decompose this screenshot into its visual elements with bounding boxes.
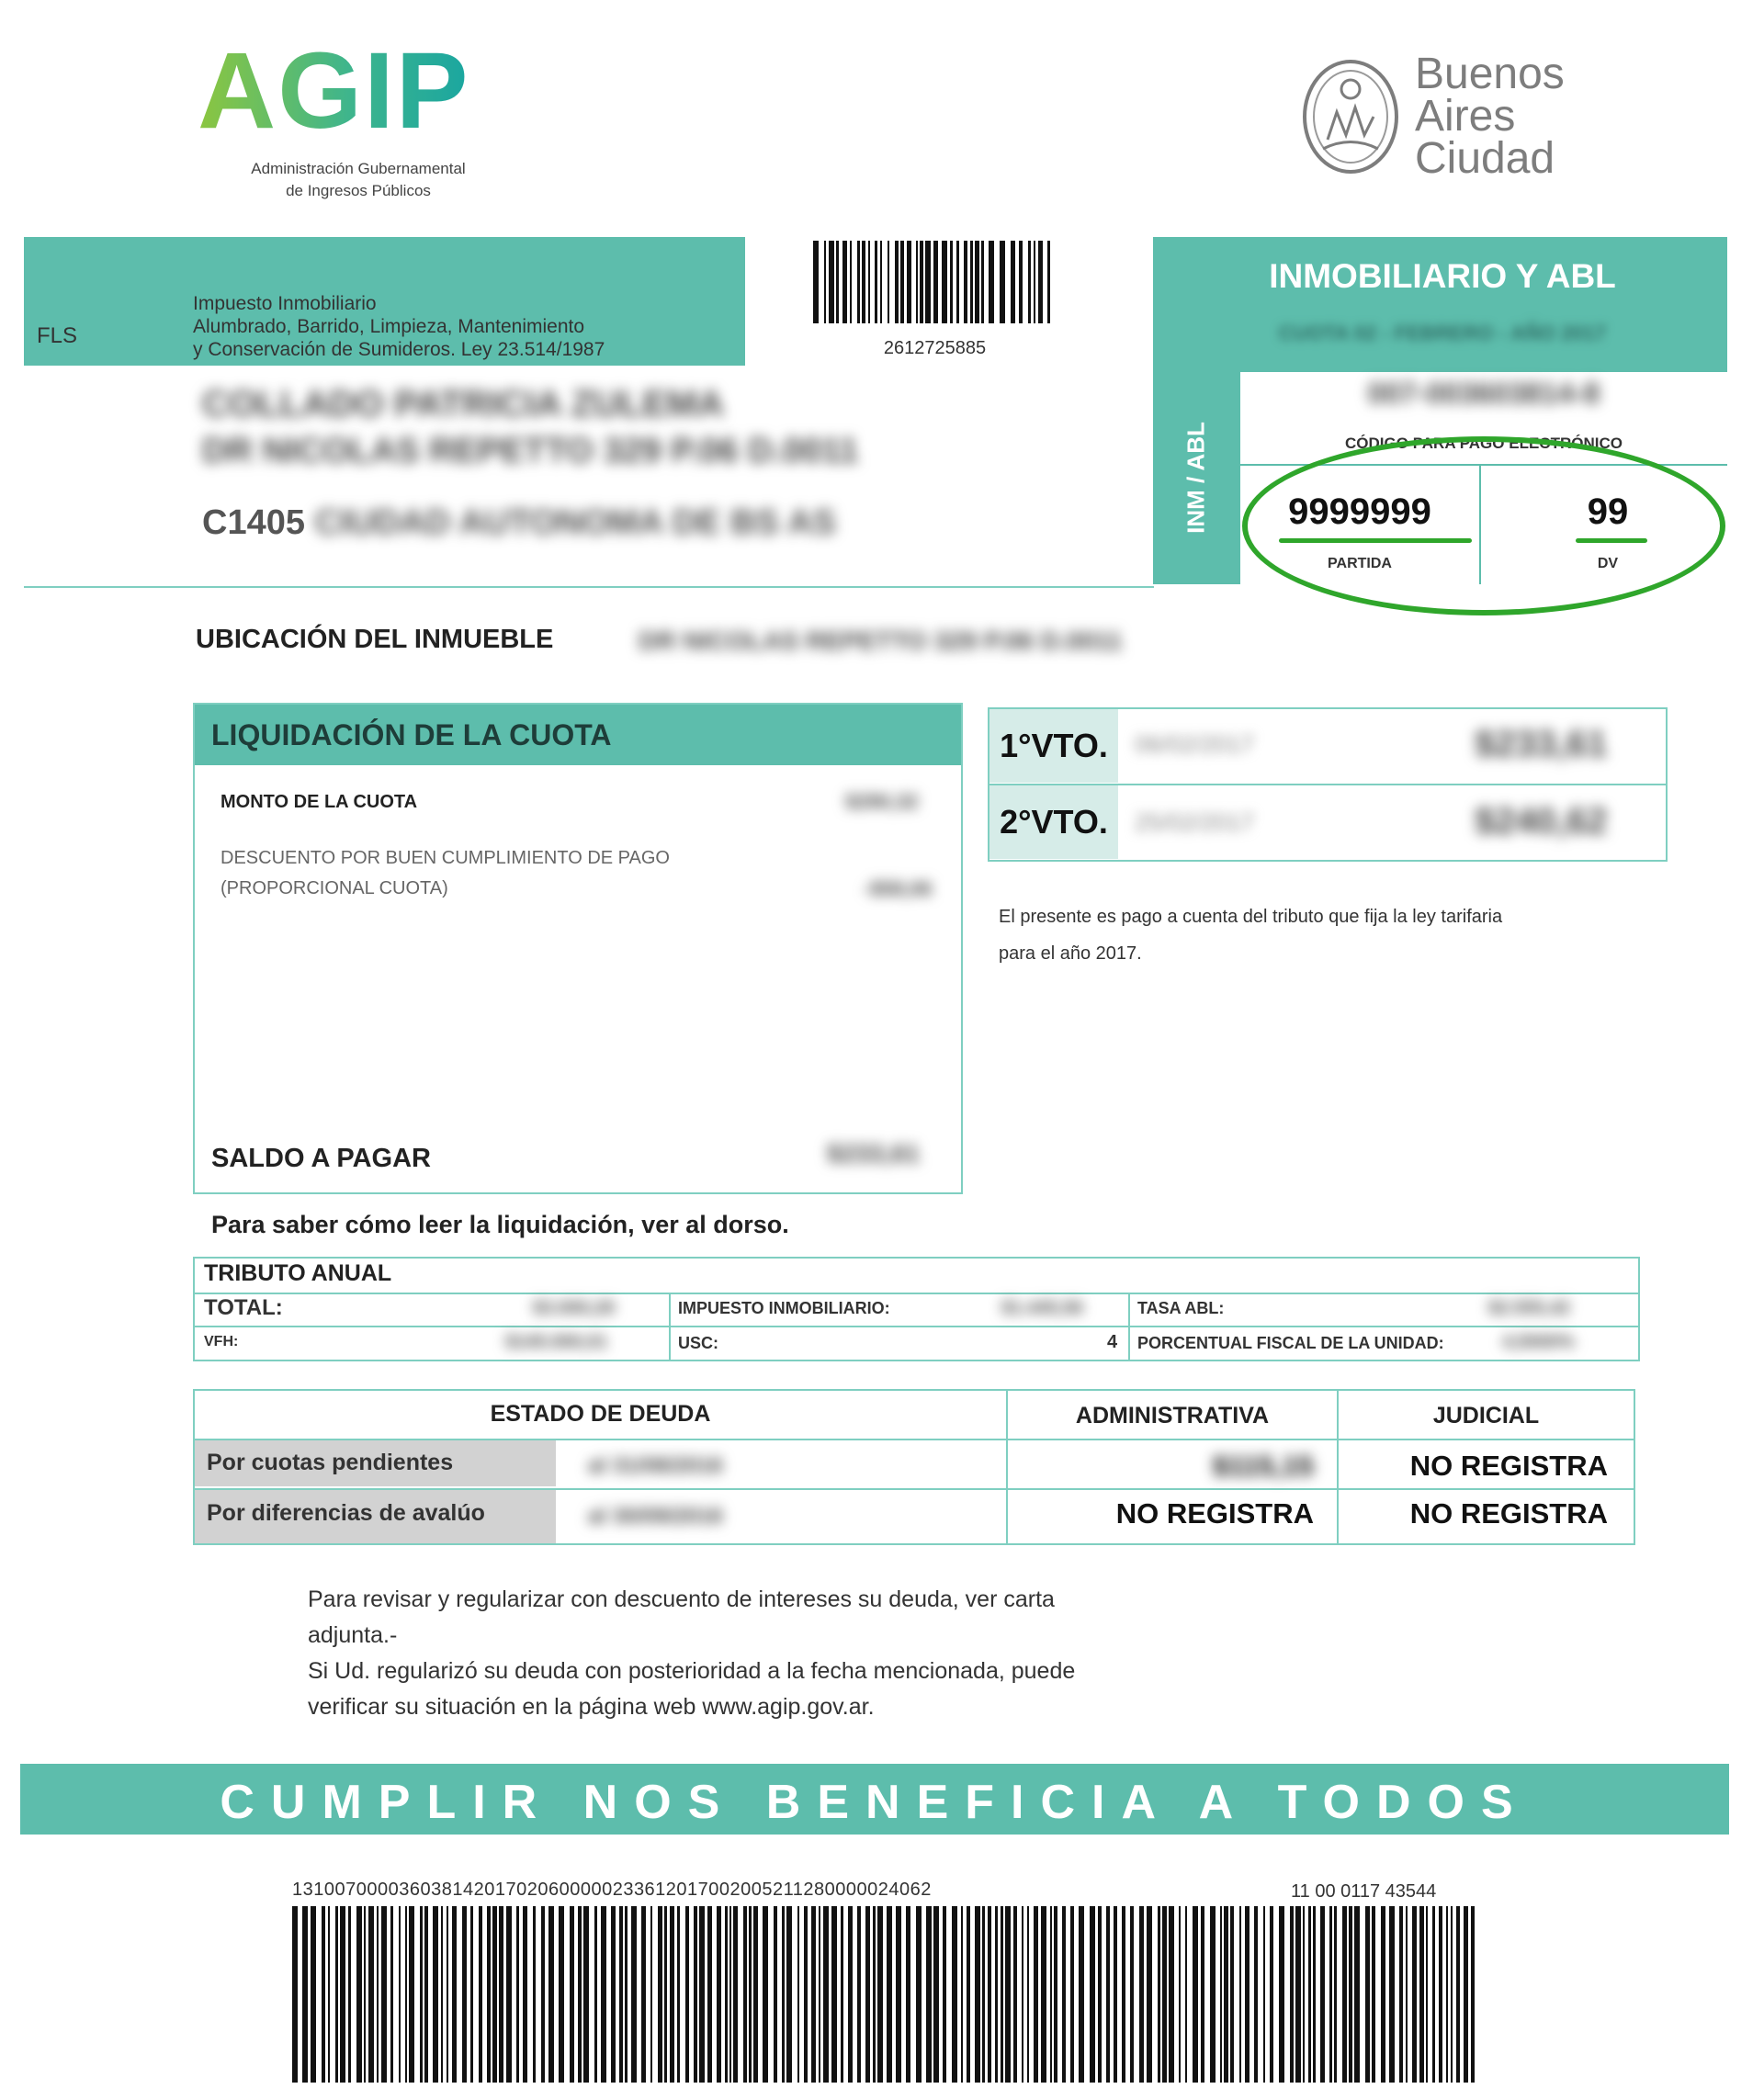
barcode-bar (1027, 1906, 1029, 2083)
city-logo-line-3: Ciudad (1415, 134, 1555, 183)
barcode-bar (340, 1906, 345, 2083)
barcode-bar (1050, 1906, 1052, 2083)
barcode-bar (925, 241, 931, 323)
barcode-bar (926, 1906, 932, 2083)
barcode-bar (1295, 1906, 1301, 2083)
deuda-row-1-admin: $115,15 (1212, 1450, 1314, 1482)
barcode-bar (900, 241, 904, 323)
barcode-bar (619, 1906, 623, 2083)
barcode-bar (1098, 1906, 1102, 2083)
barcode-bar (1406, 1906, 1408, 2083)
revisar-line-2: adjunta.- (308, 1622, 398, 1648)
barcode-bar (492, 1906, 497, 2083)
barcode-bar (611, 1906, 616, 2083)
barcode-bar (377, 1906, 379, 2083)
barcode-bar (1185, 1906, 1187, 2083)
barcode-bar (1162, 1906, 1167, 2083)
descuento-label-line-2: (PROPORCIONAL CUOTA) (220, 878, 448, 898)
barcode-bar (749, 1906, 752, 2083)
agip-subtitle-line-1: Administración Gubernamental (251, 160, 466, 177)
barcode-bar (311, 1906, 316, 2083)
account-period: CUOTA 02 - FEBRERO - AÑO 2017 (1278, 322, 1607, 344)
barcode-bar (1245, 1906, 1250, 2083)
tributo-total-value: $3.000,28 (533, 1298, 615, 1318)
barcode-bar (887, 1906, 892, 2083)
barcode-bar (409, 1906, 414, 2083)
monto-value: $290,32 (845, 790, 919, 813)
barcode-bar (381, 1906, 387, 2083)
owner-city-name: CIUDAD AUTONOMA DE BS AS (314, 503, 836, 542)
barcode-bar (533, 1906, 536, 2083)
vto-1-date: 06/02/2017 (1135, 730, 1255, 758)
nota-line-1: El presente es pago a cuenta del tributo que fija la ley tarifaria (999, 907, 1503, 927)
barcode-bar (1230, 1906, 1234, 2083)
tributo-row-divider (195, 1326, 1638, 1327)
deuda-row-2-admin: NO REGISTRA (1115, 1497, 1314, 1530)
tax-description-line-3: y Conservación de Sumideros. Ley 23.514/1987 (193, 339, 605, 360)
deuda-row-2-date: al 30/09/2016 (588, 1504, 723, 1529)
barcode-bar (1147, 1906, 1152, 2083)
barcode-bar (1070, 1906, 1074, 2083)
barcode-bar (1270, 1906, 1273, 2083)
barcode-bar (570, 1906, 574, 2083)
barcode-bar (516, 1906, 519, 2083)
barcode-bar (424, 1906, 428, 2083)
barcode-bar (1090, 1906, 1095, 2083)
barcode-bar (988, 1906, 991, 2083)
vto-2-date: 25/02/2017 (1135, 808, 1255, 836)
barcode-bar (1354, 1906, 1360, 2083)
barcode-bar (1372, 1906, 1375, 2083)
barcode-bar (1342, 1906, 1347, 2083)
vfh-label: VFH: (204, 1334, 239, 1349)
read-instructions: Para saber cómo leer la liquidación, ver al dorso. (211, 1211, 789, 1238)
inm-abl-text: INM / ABL (1182, 422, 1210, 534)
porcentual-fiscal-value: 4,5000% (1502, 1332, 1575, 1352)
barcode-bar (578, 1906, 582, 2083)
barcode-bar (650, 1906, 652, 2083)
tributo-title: TRIBUTO ANUAL (204, 1260, 392, 1286)
barcode-bar (1349, 1906, 1352, 2083)
barcode-bar (433, 1906, 438, 2083)
barcode-bar (819, 1906, 820, 2083)
barcode-bar (842, 241, 847, 323)
deuda-row-1-label: Por cuotas pendientes (207, 1450, 454, 1475)
barcode-bar (641, 1906, 646, 2083)
top-barcode-number: 2612725885 (883, 338, 987, 358)
barcode-bar (943, 1906, 946, 2083)
barcode-bar (1034, 1906, 1038, 2083)
tax-description-line-2: Alumbrado, Barrido, Limpieza, Mantenimiento (193, 316, 585, 337)
barcode-bar (743, 1906, 747, 2083)
barcode-bar (982, 1906, 985, 2083)
descuento-value: -$58,06 (864, 877, 933, 900)
fls-code: FLS (37, 323, 78, 348)
agip-subtitle-line-2: de Ingresos Públicos (286, 182, 431, 199)
location-label: UBICACIÓN DEL INMUEBLE (196, 625, 554, 654)
agip-subtitle (220, 158, 496, 202)
deuda-title: ESTADO DE DEUDA (490, 1401, 711, 1427)
barcode-bar (1389, 1906, 1395, 2083)
barcode-bar (753, 1906, 758, 2083)
barcode-bar (823, 1906, 829, 2083)
barcode-bar (865, 1906, 870, 2083)
barcode-bar (1320, 1906, 1325, 2083)
barcode-bar (292, 1906, 298, 2083)
barcode-bar (797, 1906, 799, 2083)
tributo-total-label: TOTAL: (204, 1295, 283, 1320)
deuda-row-2-judicial: NO REGISTRA (1409, 1497, 1608, 1530)
descuento-label-line-1: DESCUENTO POR BUEN CUMPLIMIENTO DE PAGO (220, 848, 670, 868)
barcode-bar (970, 241, 973, 323)
barcode-bar (559, 1906, 564, 2083)
barcode-bar (1034, 241, 1035, 323)
barcode-bar (952, 1906, 957, 2083)
partida-value: 9999999 (1288, 491, 1431, 532)
liquidacion-box (193, 703, 963, 1194)
barcode-bar (328, 1906, 330, 2083)
barcode-bar (981, 241, 984, 323)
barcode-bar (1047, 241, 1050, 323)
barcode-bar (1220, 1906, 1222, 2083)
barcode-bar (1432, 1906, 1435, 2083)
barcode-bar (364, 1906, 366, 2083)
barcode-bar (961, 1906, 963, 2083)
barcode-bar (1239, 1906, 1241, 2083)
deuda-row-1-judicial: NO REGISTRA (1409, 1450, 1608, 1482)
barcode-bar (857, 241, 860, 323)
electronic-payment-code: 007-003603814-8 (1367, 377, 1600, 410)
payment-barcode-number: 131007000036038142017020600000233612017002005211280000024062 (292, 1880, 932, 1900)
barcode-bar (733, 1906, 738, 2083)
barcode-bar (694, 1906, 697, 2083)
barcode-bar (452, 1906, 457, 2083)
barcode-bar (989, 241, 994, 323)
barcode-bar (1224, 1906, 1228, 2083)
barcode-bar (1329, 1906, 1332, 2083)
barcode-bar (479, 1906, 482, 2083)
barcode-bar (933, 1906, 939, 2083)
barcode-bar (836, 241, 839, 323)
barcode-bar (967, 1906, 970, 2083)
deuda-row-2-label: Por diferencias de avalúo (207, 1500, 485, 1526)
barcode-bar (541, 1906, 545, 2083)
barcode-bar (895, 241, 899, 323)
barcode-bar (786, 1906, 792, 2083)
barcode-bar (1062, 1906, 1066, 2083)
vto-2-label: 2°VTO. (989, 785, 1118, 859)
barcode-bar (1471, 1906, 1475, 2083)
barcode-bar (1019, 241, 1023, 323)
buenos-aires-seal-icon (1300, 57, 1401, 176)
barcode-bar (831, 1906, 837, 2083)
impuesto-inmobiliario-label: IMPUESTO INMOBILIARIO: (678, 1299, 890, 1317)
barcode-bar (906, 1906, 910, 2083)
barcode-bar (1038, 241, 1043, 323)
barcode-bar (1426, 1906, 1428, 2083)
partida-label: PARTIDA (1328, 556, 1392, 571)
barcode-bar (763, 1906, 768, 2083)
barcode-bar (717, 1906, 721, 2083)
barcode-bar (1005, 1906, 1011, 2083)
barcode-bar (506, 1906, 512, 2083)
barcode-bar (499, 1906, 503, 2083)
barcode-bar (583, 1906, 589, 2083)
barcode-bar (1169, 1906, 1174, 2083)
barcode-bar (1122, 1906, 1125, 2083)
barcode-bar (390, 1906, 393, 2083)
owner-postal-code: C1405 (202, 503, 305, 542)
barcode-bar (824, 241, 826, 323)
barcode-bar (685, 1906, 689, 2083)
barcode-bar (707, 1906, 712, 2083)
inm-abl-side-label (1153, 372, 1240, 584)
revisar-line-4: verificar su situación en la página web www.agip.gov.ar. (308, 1694, 875, 1720)
account-title: INMOBILIARIO Y ABL (1269, 257, 1616, 295)
impuesto-inmobiliario-value: $1.445,56 (1001, 1298, 1083, 1318)
barcode-bar (857, 1906, 861, 2083)
barcode-bar (548, 1906, 554, 2083)
vto-1-label: 1°VTO. (989, 709, 1118, 783)
slogan-text: CUMPLIR NOS BENEFICIA A TODOS (220, 1776, 1530, 1829)
barcode-bar (1001, 1906, 1003, 2083)
barcode-bar (950, 241, 953, 323)
city-logo-line-1: Buenos (1415, 50, 1565, 98)
barcode-bar (841, 1906, 843, 2083)
barcode-bar (964, 241, 967, 323)
barcode-bar (877, 1906, 883, 2083)
top-barcode (813, 241, 1057, 323)
barcode-bar (462, 1906, 467, 2083)
barcode-bar (625, 1906, 628, 2083)
barcode-bar (368, 1906, 374, 2083)
barcode-bar (335, 1906, 338, 2083)
barcode-bar (1022, 1906, 1023, 2083)
barcode-bar (829, 241, 834, 323)
barcode-bar (896, 1906, 901, 2083)
barcode-bar (601, 1906, 606, 2083)
barcode-bar (804, 1906, 808, 2083)
tasa-abl-value: $2.555,42 (1488, 1298, 1570, 1318)
barcode-bar (302, 1906, 308, 2083)
barcode-bar (322, 1906, 325, 2083)
deuda-row-1-date: al 31/08/2016 (588, 1453, 723, 1478)
barcode-bar (1263, 1906, 1265, 2083)
barcode-bar (1419, 1906, 1424, 2083)
barcode-bar (1290, 1906, 1294, 2083)
barcode-bar (888, 241, 889, 323)
barcode-bar (725, 1906, 728, 2083)
barcode-bar (1365, 1906, 1370, 2083)
vto-2-amount: $240,62 (1475, 801, 1608, 841)
barcode-bar (1313, 1906, 1316, 2083)
regularizar-deuda-note (308, 1582, 1272, 1725)
barcode-bar (868, 241, 870, 323)
barcode-bar (523, 1906, 527, 2083)
agip-logo: AGIP (198, 30, 470, 152)
revisar-line-1: Para revisar y regularizar con descuento de intereses su deuda, ver carta (308, 1586, 1055, 1612)
barcode-bar (916, 241, 918, 323)
deuda-col-admin: ADMINISTRATIVA (1075, 1403, 1270, 1428)
dv-value: 99 (1587, 491, 1629, 532)
barcode-bar (699, 1906, 705, 2083)
barcode-bar (848, 1906, 853, 2083)
barcode-bar (811, 1906, 816, 2083)
city-logo-line-2: Aires (1415, 92, 1516, 141)
usc-label: USC: (678, 1334, 718, 1352)
barcode-bar (920, 241, 923, 323)
saldo-value: $233,61 (827, 1139, 921, 1168)
dv-label: DV (1597, 556, 1619, 571)
barcode-bar (1179, 1906, 1181, 2083)
barcode-bar (1456, 1906, 1460, 2083)
porcentual-fiscal-label: PORCENTUAL FISCAL DE LA UNIDAD: (1137, 1334, 1444, 1352)
descuento-label (220, 843, 772, 904)
vfh-value: $145.000,01 (505, 1332, 608, 1352)
barcode-bar (631, 1906, 637, 2083)
barcode-bar (1028, 241, 1031, 323)
barcode-bar (1439, 1906, 1442, 2083)
payment-code: 11 00 0117 43544 (1291, 1881, 1437, 1902)
monto-label: MONTO DE LA CUOTA (220, 792, 418, 812)
owner-address: DR NICOLAS REPETTO 329 P.06 D.0011 (202, 432, 859, 470)
barcode-bar (862, 241, 865, 323)
barcode-bar (1303, 1906, 1305, 2083)
barcode-bar (1334, 1906, 1337, 2083)
location-value: DR NICOLAS REPETTO 329 P.06 D.0011 (639, 627, 1123, 655)
nota-line-2: para el año 2017. (999, 943, 1142, 964)
barcode-bar (1106, 1906, 1110, 2083)
barcode-bar (1451, 1906, 1453, 2083)
barcode-bar (1054, 1906, 1057, 2083)
barcode-bar (677, 1906, 680, 2083)
barcode-bar (1114, 1906, 1117, 2083)
tasa-abl-label: TASA ABL: (1137, 1299, 1225, 1317)
barcode-bar (348, 1906, 351, 2083)
vto-1-amount: $233,61 (1475, 724, 1608, 764)
pago-a-cuenta-note (999, 898, 1642, 972)
highlight-oval (1242, 436, 1725, 615)
barcode-bar (1446, 1906, 1448, 2083)
barcode-bar (880, 241, 882, 323)
barcode-bar (942, 241, 947, 323)
tax-description (193, 292, 735, 361)
barcode-bar (1201, 1906, 1204, 2083)
barcode-bar (1279, 1906, 1284, 2083)
liquidacion-title: LIQUIDACIÓN DE LA CUOTA (211, 718, 612, 751)
barcode-bar (487, 1906, 491, 2083)
barcode-bar (1013, 1906, 1017, 2083)
barcode-bar (782, 1906, 785, 2083)
barcode-bar (356, 1906, 362, 2083)
barcode-bar (1139, 1906, 1144, 2083)
barcode-bar (1079, 1906, 1084, 2083)
barcode-bar (975, 241, 979, 323)
barcode-bar (1254, 1906, 1258, 2083)
barcode-bar (1158, 1906, 1160, 2083)
barcode-bar (850, 241, 852, 323)
barcode-bar (447, 1906, 448, 2083)
tributo-divider (195, 1293, 1638, 1294)
barcode-bar (470, 1906, 473, 2083)
barcode-bar (774, 1906, 777, 2083)
barcode-bar (1412, 1906, 1417, 2083)
barcode-bar (441, 1906, 443, 2083)
barcode-bar (1399, 1906, 1403, 2083)
header-separator (24, 586, 1154, 588)
barcode-bar (658, 1906, 662, 2083)
revisar-line-3: Si Ud. regularizó su deuda con posterioridad a la fecha mencionada, puede (308, 1658, 1076, 1684)
barcode-bar (995, 1906, 998, 2083)
barcode-bar (875, 241, 877, 323)
usc-value: 4 (1107, 1332, 1118, 1352)
barcode-bar (1308, 1906, 1311, 2083)
barcode-bar (1464, 1906, 1468, 2083)
barcode-bar (956, 241, 959, 323)
barcode-bar (1210, 1906, 1216, 2083)
barcode-bar (405, 1906, 407, 2083)
barcode-bar (1193, 1906, 1198, 2083)
electronic-payment-code-label: CÓDIGO PARA PAGO ELECTRÓNICO (1345, 435, 1623, 452)
barcode-bar (664, 1906, 667, 2083)
barcode-bar (1130, 1906, 1134, 2083)
owner-name: COLLADO PATRICIA ZULEMA (202, 384, 725, 424)
barcode-bar (594, 1906, 597, 2083)
barcode-bar (399, 1906, 401, 2083)
barcode-bar (420, 1906, 423, 2083)
tax-description-line-1: Impuesto Inmobiliario (193, 293, 377, 314)
deuda-col-judicial: JUDICIAL (1432, 1403, 1540, 1428)
owner-city (202, 503, 836, 543)
saldo-label: SALDO A PAGAR (211, 1144, 431, 1173)
barcode-bar (907, 241, 911, 323)
barcode-bar (1041, 1906, 1046, 2083)
barcode-bar (873, 1906, 876, 2083)
barcode-bar (1000, 241, 1005, 323)
barcode-bar (975, 1906, 980, 2083)
barcode-bar (813, 241, 819, 323)
barcode-bar (916, 1906, 922, 2083)
barcode-bar (1381, 1906, 1385, 2083)
barcode-bar (670, 1906, 674, 2083)
buenos-aires-ciudad-logo (1415, 50, 1565, 183)
payment-barcode (292, 1906, 1482, 2083)
barcode-bar (1011, 241, 1015, 323)
barcode-bar (933, 241, 938, 323)
barcode-bar (729, 1906, 731, 2083)
